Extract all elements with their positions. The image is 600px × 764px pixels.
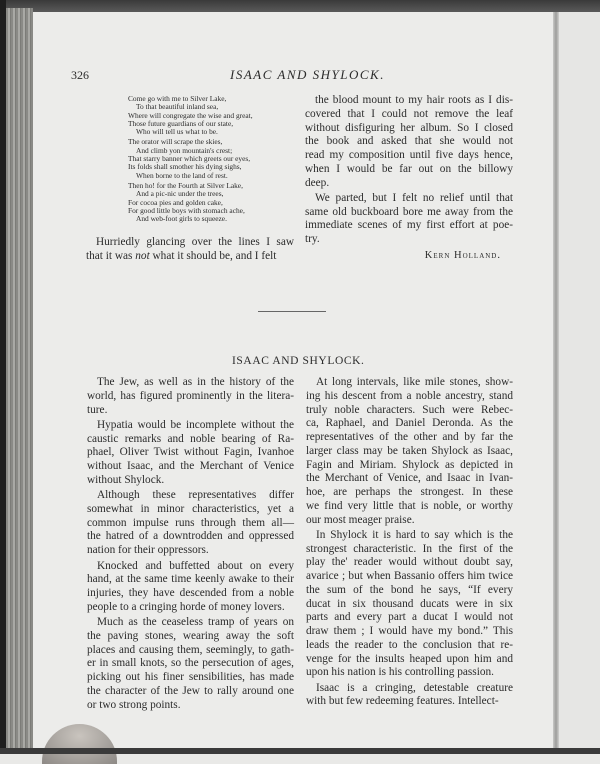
text-line: Much as the ceaseless tramp of years on [97, 616, 294, 629]
text-line: or two strong points. [87, 698, 181, 711]
text-line: places and causing them, seemingly, to gath- [87, 643, 294, 656]
text-line: leads the reader to the conclusion that re- [306, 638, 513, 651]
facing-page-edge [559, 12, 600, 754]
paragraph [306, 682, 513, 710]
text-line: the blood mount to my hair roots as I dis- [315, 94, 513, 106]
book-top-edge [0, 0, 600, 12]
text-line: try. [305, 233, 320, 246]
poem-line: The orator will scrape the skies, [128, 137, 223, 147]
poem-line: And web-foot girls to squeeze. [136, 214, 227, 224]
book-bottom-edge [0, 748, 600, 754]
page-edges [6, 8, 33, 754]
paragraph [305, 94, 513, 190]
text-line: the character of the Jew to rally around one [87, 684, 294, 697]
text-line: people to a cringing horde of money lovers. [87, 600, 285, 613]
top-left-column [86, 236, 294, 265]
article-title: ISAAC AND SHYLOCK. [232, 355, 365, 367]
paragraph [305, 192, 513, 247]
text-line: our most meager praise. [306, 513, 415, 526]
text-line: the Merchant of Venice, and Isaac in Ivan- [306, 472, 513, 485]
text-line: deep. [305, 176, 330, 189]
text-line: immediate scenes of my first effort at poe- [305, 219, 513, 232]
poem-line: And climb yon mountain's crest; [136, 145, 233, 155]
article-left-column [87, 376, 294, 714]
text-line: nation for their oppressors. [87, 544, 209, 557]
poem-line: Come go with me to Silver Lake, [128, 94, 227, 103]
poem-line: Where will congregate the wise and great, [128, 110, 253, 120]
section-divider [258, 311, 326, 312]
text-line: Knocked and buffetted about on every [97, 559, 294, 572]
text-line: Although these representatives differ [97, 489, 294, 502]
text-line: hoe, are perhaps the strongest. In these [306, 486, 513, 498]
text-line: play the' reader would without doubt say, [306, 556, 513, 569]
poem [128, 95, 288, 225]
text-line: hand, at the same time keenly awake to their [87, 573, 294, 586]
poem-line: Who will tell us what to be. [136, 127, 218, 137]
text-line: with but few redeeming features. Intellect- [306, 695, 499, 708]
poem-stanza [128, 138, 288, 179]
text-line: we find very little that is noble, or worthy [306, 499, 513, 512]
text-line: ca, Raphael, and Daniel Deronda. As the [306, 417, 513, 430]
text-line: er in small knots, so the persecution of ages, [87, 657, 294, 670]
text-line: Fagin and Miriam. Shylock as depicted in [306, 458, 513, 471]
text-line: strongest characteristic. In the first of the [306, 542, 513, 555]
poem-line: For cocoa pies and golden cake, [128, 197, 223, 207]
text-line: same old buckboard bore me away from the [305, 205, 513, 218]
paragraph [87, 560, 294, 615]
text-line: common impulse runs through them all— [87, 516, 294, 529]
text-line: injuries, they have descended from a noble [87, 587, 294, 600]
poem-line: And a pic-nic under the trees, [136, 189, 224, 199]
text-line: avarice ; but when Bassanio offers him twice [306, 570, 513, 583]
text-line: the hatred of a downtrodden and oppressed [87, 530, 294, 543]
text-line: At long intervals, like mile stones, show- [316, 376, 513, 388]
paragraph [87, 489, 294, 558]
text-line: We parted, but I felt no relief until that [315, 191, 513, 204]
text-line: In Shylock it is hard to say which is the [316, 528, 513, 541]
paragraph [306, 529, 513, 680]
text-line: The Jew, as well as in the history of the [97, 376, 294, 388]
paragraph [87, 419, 294, 488]
text-line: Hurriedly glancing over the lines I saw [96, 236, 294, 248]
text-line: Hypatia would be incomplete without the [97, 418, 294, 431]
text-line: draw them ; I would have my bond.” This [306, 625, 513, 638]
article-right-column [306, 376, 513, 711]
text-line: without disfiguring her album. So I closed [305, 121, 513, 134]
poem-line: When borne to the land of rest. [136, 170, 228, 180]
author-signature: Kern Holland. [424, 249, 501, 261]
paragraph [87, 616, 294, 712]
text-line: venge for the insults heaped upon him and [306, 652, 513, 665]
poem-line: Its folds shall smother his dying sighs, [128, 162, 242, 172]
text-line: ing his descent from a noble ancestry, stand [306, 389, 513, 402]
paragraph [306, 376, 513, 527]
text-line: caustic remarks and noble bearing of Ra- [87, 432, 294, 445]
text-line: truly noble characters. Such were Rebec- [306, 403, 513, 416]
poem-stanza [128, 95, 288, 136]
running-title: ISAAC AND SHYLOCK. [230, 67, 385, 82]
poem-stanza [128, 182, 288, 223]
poem-line: Then ho! for the Fourth at Silver Lake, [128, 180, 243, 190]
text-line: the paving stones, wearing away the soft [87, 629, 294, 642]
paragraph [86, 236, 294, 264]
text-line: larger class may be taken Shylock as Isaac, [306, 444, 513, 457]
text-line: upon his nation is his controlling passion. [306, 666, 494, 679]
text-line: the sum of the bond he says, “If every [306, 583, 513, 596]
text-line: covered that I could not remove the leaf [305, 107, 513, 120]
text-line: parts and every part a ducat I would not [306, 611, 513, 624]
text-line: world, has figured prominently in the litera- [87, 389, 294, 402]
poem-line: Those future guardians of our state, [128, 118, 234, 128]
text-line: the book and asked that she would not [305, 135, 513, 148]
top-right-column [305, 94, 513, 263]
paragraph [87, 376, 294, 417]
page-number: 326 [71, 68, 89, 82]
text-line: without Shylock. [87, 473, 165, 486]
poem-line: To that beautiful inland sea, [136, 102, 219, 112]
text-line: when I would be far out on the billowy [305, 162, 513, 175]
text-line: Isaac is a cringing, detestable creature [316, 681, 513, 694]
poem-line: For good little boys with stomach ache, [128, 205, 245, 215]
text-line: read my composition until five days hence, [305, 149, 513, 161]
text-line: phael, Oliver Twist without Fagin, Ivanhoe [87, 446, 294, 459]
text-line: without Isaac, and the Merchant of Venice [87, 460, 294, 473]
text-line: that it was not what it should be, and I felt [86, 249, 277, 262]
text-line: picking out his finer sensibilities, has made [87, 671, 294, 684]
text-line: ture. [87, 403, 108, 416]
text-line: representatives of the other and by far the [306, 431, 513, 443]
text-line: somewhat in minor characteristics, yet a [87, 502, 294, 515]
text-line: ducat in six thousand ducats were in six [306, 597, 513, 610]
poem-line: That starry banner which greets our eyes, [128, 154, 251, 164]
